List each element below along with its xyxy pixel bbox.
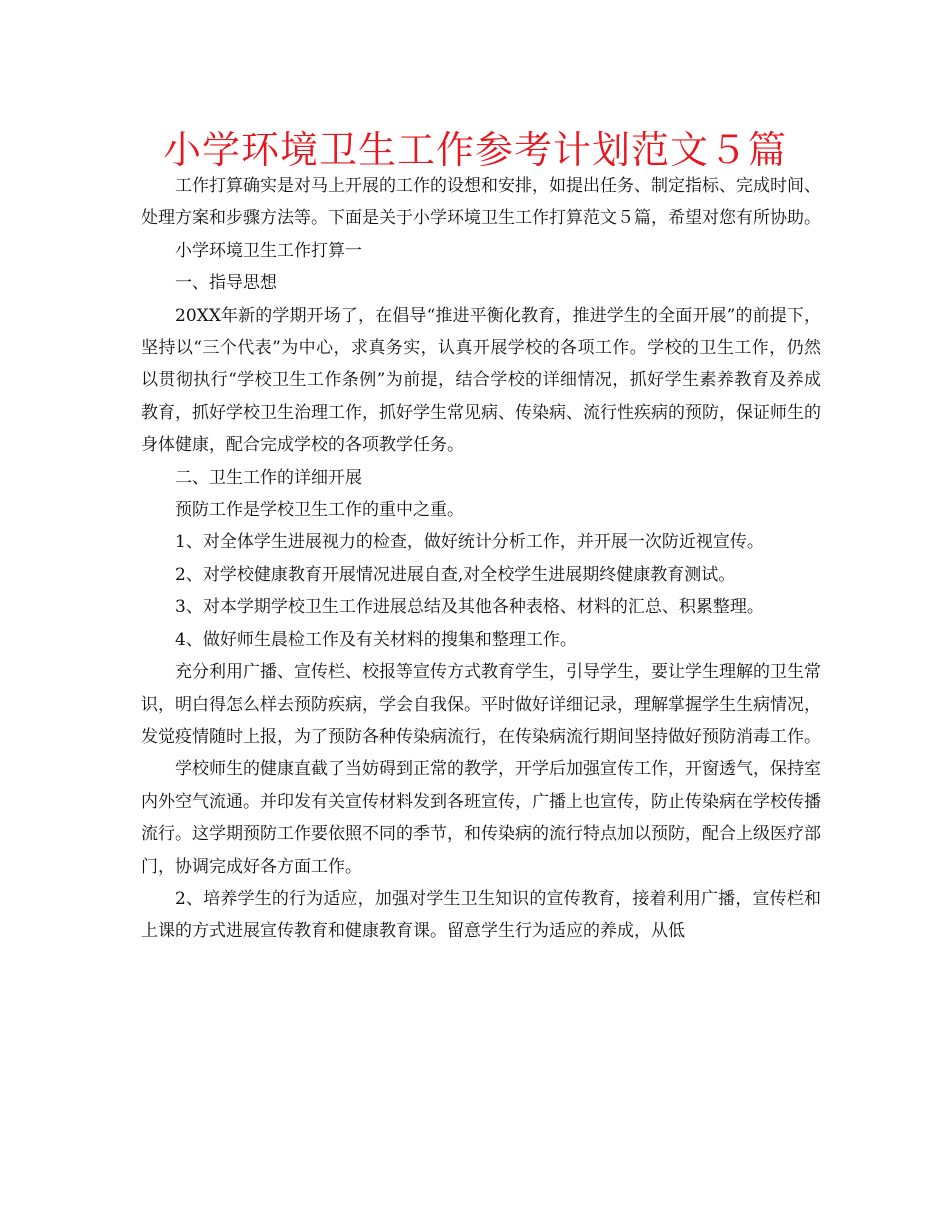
- paragraph: 1、对全体学生进展视力的检查，做好统计分析工作，并开展一次防近视宣传。: [175, 532, 764, 553]
- document-body: [141, 170, 821, 948]
- paragraph: 学校师生的健康直截了当妨碍到正常的教学，开学后加强宣传工作，开窗透气，保持室内外空气流通。并印发有关宣传材料发到各班宣传，广播上也宣传，防止传染病在学校传播流行。这学期预防工作要依照不同的季节，和传染病的流行特点加以预防，配合上级医疗部门，协调完成好各方面工作。: [141, 759, 821, 877]
- paragraph: 工作打算确实是对马上开展的工作的设想和安排，如提出任务、制定指标、完成时间、处理方案和步骤方法等。下面是关于小学环境卫生工作打算范文５篇，希望对您有所协助。: [141, 176, 821, 229]
- paragraph: 小学环境卫生工作打算一: [175, 240, 362, 261]
- paragraph: 2、培养学生的行为适应，加强对学生卫生知识的宣传教育，接着利用广播，宣传栏和上课的方式进展宣传教育和健康教育课。留意学生行为适应的养成，从低: [141, 888, 821, 942]
- paragraph: 预防工作是学校卫生工作的重中之重。: [175, 500, 464, 521]
- paragraph: 20XX年新的学期开场了，在倡导“推进平衡化教育，推进学生的全面开展”的前提下，坚持以“三个代表”为中心，求真务实，认真开展学校的各项工作。学校的卫生工作，仍然以贯彻执行“学校卫生工作条例”为前提，结合学校的详细情况，抓好学生素养教育及养成教育，抓好学校卫生治理工作，抓好学生常见病、传染病、流行性疾病的预防，保证师生的身体健康，配合完成学校的各项教学任务。: [141, 305, 821, 456]
- paragraph: 2、对学校健康教育开展情况进展自查,对全校学生进展期终健康教育测试。: [175, 564, 736, 585]
- paragraph: 充分利用广播、宣传栏、校报等宣传方式教育学生，引导学生，要让学生理解的卫生常识，明白得怎么样去预防疾病，学会自我保。平时做好详细记录，理解掌握学生生病情况，发觉疫情随时上报，为了预防各种传染病流行，在传染病流行期间坚持做好预防消毒工作。: [141, 662, 821, 747]
- paragraph: 3、对本学期学校卫生工作进展总结及其他各种表格、材料的汇总、积累整理。: [175, 597, 764, 618]
- paragraph: 4、做好师生晨检工作及有关材料的搜集和整理工作。: [175, 629, 577, 650]
- paragraph: 二、卫生工作的详细开展: [175, 467, 362, 488]
- document-title: 小学环境卫生工作参考计划范文５篇: [162, 128, 787, 172]
- paragraph: 一、指导思想: [175, 273, 277, 294]
